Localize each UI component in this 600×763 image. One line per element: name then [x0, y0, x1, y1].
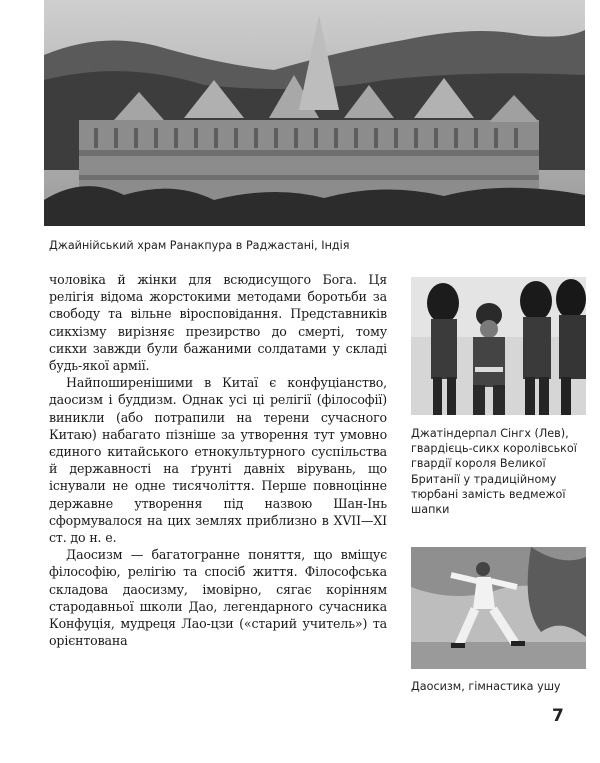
- temple-image: [44, 0, 585, 226]
- body-text: [49, 271, 387, 649]
- taichi-caption: Даосизм, гімнастика ушу: [411, 680, 561, 693]
- guard-caption: Джатіндерпал Сінгх (Лев), гвардієць-сикх королівської гвардії короля Великої Британії у традиційному тюрбані замість ведмежої шапки: [411, 427, 577, 517]
- guard-image: [411, 277, 586, 415]
- guard-photo: [411, 277, 586, 415]
- temple-photo: [44, 0, 585, 226]
- paragraph-3: Даосизм — багатогранне поняття, що вміщує філософію, релігію та спосіб життя. Філософська складова даосизму, імовірно, сягає корінням стародавньої школи Дао, легендарного сучасника Конфуція, мудреця Лао-цзи («старий учитель») та орієнтована: [49, 547, 387, 649]
- paragraph-1: чоловіка й жінки для всюдисущого Бога. Ця релігія відома жорстокими методами боротьби за свободу та вільне віросповідання. Представників сикхізму вирізняє презирство до смерті, тому сикхи завжди були бажаними солдатами у складі будь-якої армії.: [49, 272, 387, 374]
- paragraph-2: Найпоширенішими в Китаї є конфуціанство, даосизм і буддизм. Однак усі ці релігії (філософії) виникли (або потрапили на терени сучасного Китаю) набагато пізніше за утворення тут умовно єдиного китайського етнокультурного суспільства й державності на ґрунті давніх вірувань, що існували не одне тисячоліття. Перше повноцінне державне утворення під назвою Шан-Інь сформувалося на цих землях приблизно в XVII—XI ст. до н. е.: [49, 375, 387, 546]
- taichi-photo: [411, 547, 586, 669]
- page-number: 7: [552, 706, 564, 726]
- temple-caption: Джайнійський храм Ранакпура в Раджастані, Індія: [49, 239, 350, 252]
- taichi-image: [411, 547, 586, 669]
